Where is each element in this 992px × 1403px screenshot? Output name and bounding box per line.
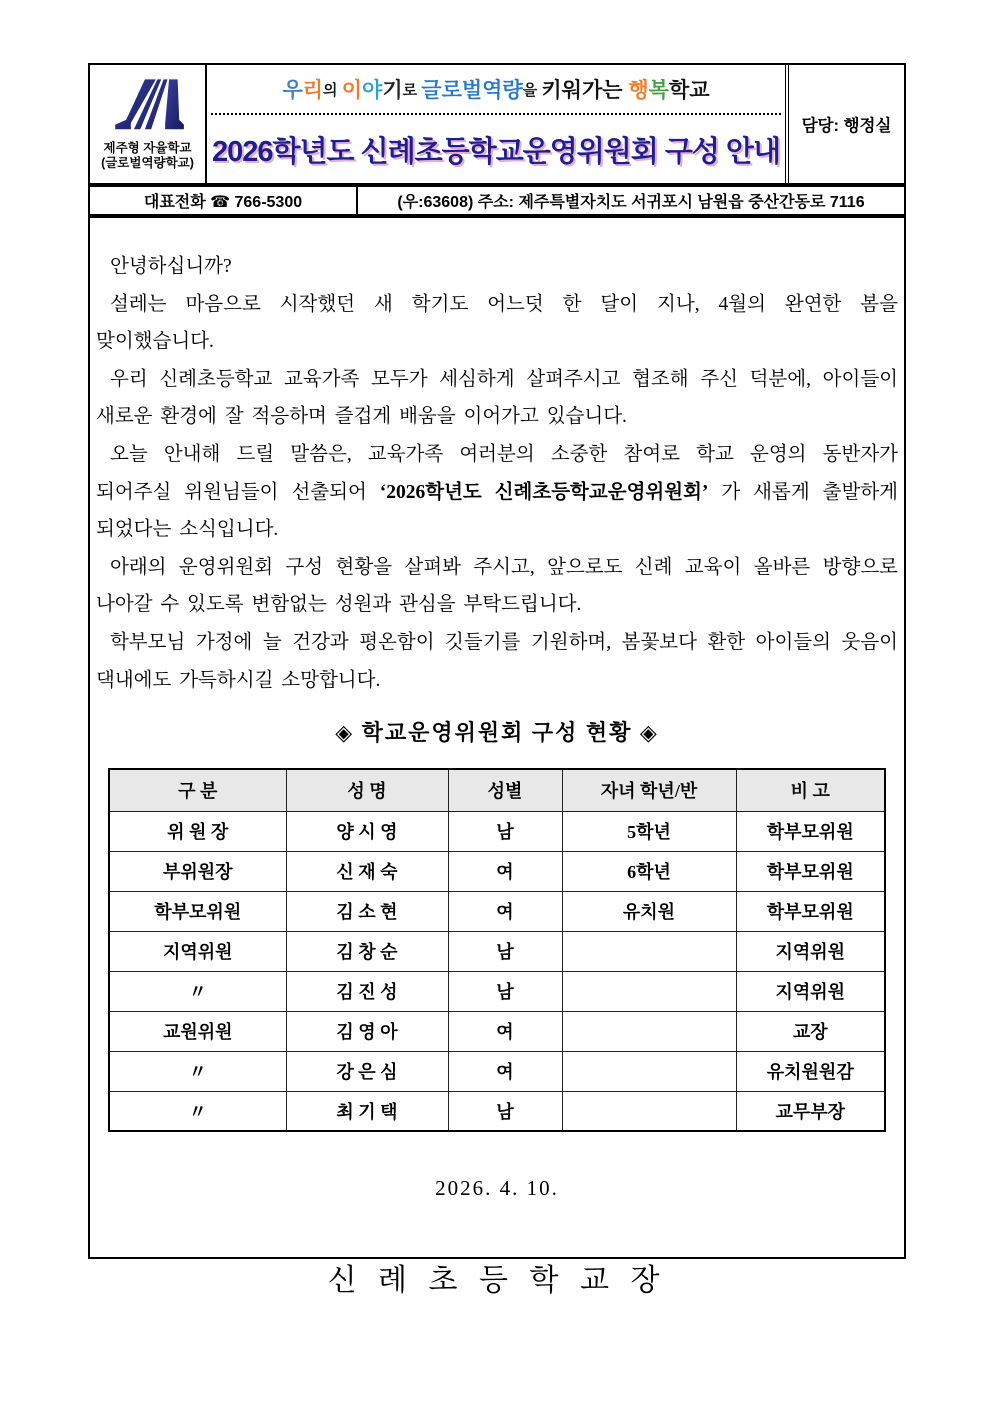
cell-gender: 남: [448, 931, 562, 971]
cell-note: 지역위원: [736, 931, 885, 971]
table-row: [109, 851, 885, 891]
slogan-seg-11: 복: [648, 79, 669, 102]
school-slogan: [211, 65, 781, 115]
cell-name: 김 소 현: [286, 891, 448, 931]
table-row: [109, 931, 885, 971]
committee-section-heading: ◈ 학교운영위원회 구성 현황 ◈: [335, 720, 659, 746]
cell-grade: [562, 1091, 736, 1131]
header-gender: 성별: [448, 769, 562, 811]
cell-category: 부위원장: [109, 851, 286, 891]
cell-gender: 여: [448, 1051, 562, 1091]
table-row: [109, 811, 885, 851]
cell-gender: 남: [448, 971, 562, 1011]
cell-name: 김 영 아: [286, 1011, 448, 1051]
cell-category: 〃: [109, 1091, 286, 1131]
paragraph-thanks: 우리 신례초등학교 교육가족 모두가 세심하게 살펴주시고 협조해 주신 덕분에, 아이들이 새로운 환경에 잘 적응하며 즐겁게 배움을 이어가고 있습니다.: [96, 368, 898, 428]
announcement-post: 가 새롭게 출발하게 되었다는 소식입니다.: [96, 481, 898, 541]
slogan-seg-10: 행: [628, 79, 649, 102]
logo-caption-line2: (글로벌역량학교): [101, 156, 194, 170]
paragraph-announcement: [96, 436, 898, 549]
cell-gender: 남: [448, 1091, 562, 1131]
slogan-seg-6: 로: [402, 81, 422, 99]
cell-note: 학부모위원: [736, 851, 885, 891]
staff-in-charge: 담당: 행정실: [801, 117, 892, 135]
cell-name: 김 진 성: [286, 971, 448, 1011]
cell-name: 양 시 영: [286, 811, 448, 851]
cell-grade: [562, 931, 736, 971]
cell-grade: [562, 1011, 736, 1051]
paragraph-greeting: 안녕하십니까?: [110, 256, 232, 277]
header-middle: [207, 65, 789, 183]
cell-name: 강 은 심: [286, 1051, 448, 1091]
cell-category: 위 원 장: [109, 811, 286, 851]
header-note: 비 고: [736, 769, 885, 811]
letter-text: [96, 248, 898, 699]
school-phone: 대표전화 ☎ 766-5300: [90, 187, 358, 214]
cell-name: 김 창 순: [286, 931, 448, 971]
header: [88, 63, 906, 185]
cell-note: 교무부장: [736, 1091, 885, 1131]
header-category: 구 분: [109, 769, 286, 811]
cell-note: 교장: [736, 1011, 885, 1051]
cell-note: 학부모위원: [736, 811, 885, 851]
signer-principal: 신 례 초 등 학 교 장: [327, 1264, 667, 1298]
table-row: [109, 891, 885, 931]
table-row: [109, 1091, 885, 1131]
paragraph-wishes: 학부모님 가정에 늘 건강과 평온함이 깃들기를 기원하며, 봄꽃보다 환한 아이들의 웃음이 댁내에도 가득하시길 소망합니다.: [96, 631, 898, 691]
table-header-row: [109, 769, 885, 811]
cell-gender: 여: [448, 891, 562, 931]
cell-category: 〃: [109, 971, 286, 1011]
cell-grade: 유치원: [562, 891, 736, 931]
cell-grade: [562, 1051, 736, 1091]
cell-grade: [562, 971, 736, 1011]
cell-category: 교원위원: [109, 1011, 286, 1051]
cell-gender: 여: [448, 1011, 562, 1051]
announcement-committee-name: ‘2026학년도 신례초등학교운영위원회’: [379, 481, 709, 503]
cell-category: 〃: [109, 1051, 286, 1091]
paragraph-spring: 설레는 마음으로 시작했던 새 학기도 어느덧 한 달이 지나, 4월의 완연한 봄을 맞이했습니다.: [96, 293, 898, 353]
committee-table: [108, 768, 886, 1132]
letter-body: [88, 216, 906, 1298]
cell-note: 학부모위원: [736, 891, 885, 931]
slogan-seg-8: 을: [522, 81, 542, 99]
cell-grade: 5학년: [562, 811, 736, 851]
cell-category: 지역위원: [109, 931, 286, 971]
cell-note: 유치원원감: [736, 1051, 885, 1091]
cell-gender: 남: [448, 811, 562, 851]
cell-category: 학부모위원: [109, 891, 286, 931]
table-row: [109, 1051, 885, 1091]
cell-name: 최 기 택: [286, 1091, 448, 1131]
slogan-seg-7: 글로벌역량: [421, 79, 523, 102]
slogan-seg-9: 키워가는: [541, 79, 629, 102]
header-child-grade: 자녀 학년/반: [562, 769, 736, 811]
slogan-seg-2: 의: [323, 81, 342, 99]
slogan-seg-12: 학교: [668, 79, 710, 102]
cell-gender: 여: [448, 851, 562, 891]
cell-name: 신 재 숙: [286, 851, 448, 891]
document-title: 2026학년도 신례초등학교운영위원회 구성 안내: [212, 135, 780, 168]
slogan-seg-5: 기: [382, 79, 403, 102]
slogan-seg-1: 리: [302, 79, 324, 102]
title-row: [207, 115, 785, 183]
school-logo-icon: [109, 77, 187, 141]
logo-caption-line1: 제주형 자율학교: [103, 141, 192, 155]
document-date: 2026. 4. 10.: [435, 1176, 559, 1201]
table-row: [109, 971, 885, 1011]
cell-grade: 6학년: [562, 851, 736, 891]
school-logo-cell: [90, 65, 207, 183]
table-row: [109, 1011, 885, 1051]
contact-row: [88, 185, 906, 216]
school-address: (우:63608) 주소: 제주특별자치도 서귀포시 남원읍 중산간동로 7116: [397, 194, 865, 211]
cell-note: 지역위원: [736, 971, 885, 1011]
slogan-seg-3: 이: [341, 79, 363, 102]
announcement-pre: 오늘 안내해 드릴 말씀은, 교육가족 여러분의 소중한 참여로 학교 운영의 동반자가 되어주실 위원님들이 선출되어: [96, 443, 898, 503]
slogan-seg-4: 야: [362, 79, 383, 102]
paragraph-request: 아래의 운영위원회 구성 현황을 살펴봐 주시고, 앞으로도 신례 교육이 올바른 방향으로 나아갈 수 있도록 변함없는 성원과 관심을 부탁드립니다.: [96, 556, 898, 616]
header-name: 성 명: [286, 769, 448, 811]
slogan-seg-0: 우: [282, 79, 303, 102]
